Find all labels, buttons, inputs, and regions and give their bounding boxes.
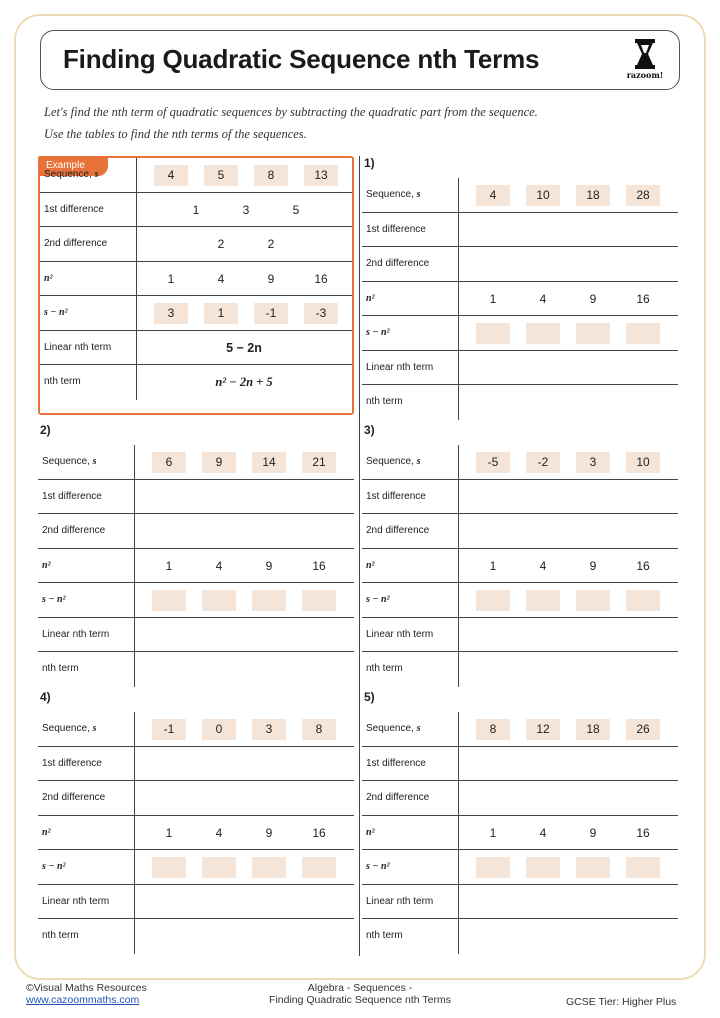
table-row: [38, 919, 354, 954]
table-row: [362, 316, 678, 351]
answer-box[interactable]: [576, 857, 610, 878]
table-row: [40, 158, 352, 193]
row-label-s-minus-n2: s − n²: [366, 861, 390, 872]
n-squared-value: 9: [589, 291, 597, 306]
question-number: 5): [364, 690, 375, 704]
answer-box[interactable]: [302, 590, 336, 611]
second-difference: 2: [217, 237, 225, 251]
sequence-term: 0: [202, 719, 236, 740]
instructions: [44, 101, 684, 145]
instruction-line-2: Use the tables to find the nth terms of the sequences.: [44, 127, 307, 141]
sequence-term: 8: [254, 165, 288, 186]
n-squared-value: 9: [589, 558, 597, 573]
table-row: [38, 514, 354, 549]
table-row: [38, 618, 354, 653]
sequence-term: -5: [476, 452, 510, 473]
sequence-term: 10: [626, 452, 660, 473]
n-squared-value: 16: [636, 291, 650, 306]
sequence-term: 5: [204, 165, 238, 186]
row-label-second-diff: 2nd difference: [366, 792, 430, 803]
row-label-second-diff: 2nd difference: [42, 525, 106, 536]
answer-box[interactable]: [576, 590, 610, 611]
question-number: 1): [364, 156, 375, 170]
table-row: [362, 480, 678, 515]
s-minus-n2-value: 3: [154, 303, 188, 324]
n-squared-value: 9: [265, 825, 273, 840]
table-row: [362, 816, 678, 851]
sequence-term: 8: [302, 719, 336, 740]
table-row: [362, 514, 678, 549]
table-row: [38, 885, 354, 920]
table-row: [38, 747, 354, 782]
sequence-term: 12: [526, 719, 560, 740]
answer-box[interactable]: [252, 590, 286, 611]
row-label-s-minus-n2: s − n²: [366, 594, 390, 605]
row-label-n-squared: n²: [42, 826, 51, 838]
row-label-linear: Linear nth term: [366, 361, 434, 373]
row-label-sequence: Sequence, s: [366, 189, 421, 200]
n-squared-value: 16: [312, 558, 326, 573]
sequence-term: 21: [302, 452, 336, 473]
table-row: [38, 850, 354, 885]
sequence-term: 18: [576, 719, 610, 740]
sequence-term: 9: [202, 452, 236, 473]
row-label-linear: Linear nth term: [42, 628, 110, 640]
sequence-term: 13: [304, 165, 338, 186]
table-row: [38, 549, 354, 584]
row-label-second-diff: 2nd difference: [366, 258, 430, 269]
answer-box[interactable]: [152, 590, 186, 611]
table-row: [362, 885, 678, 920]
answer-box[interactable]: [152, 857, 186, 878]
question-number: 4): [40, 690, 51, 704]
sequence-term: 4: [154, 165, 188, 186]
row-label-sequence: Sequence, s: [366, 456, 421, 467]
instruction-line-1: Let's find the nth term of quadratic sequences by subtracting the quadratic part from the sequence.: [44, 105, 538, 119]
answer-box[interactable]: [626, 857, 660, 878]
footer-left: [26, 982, 147, 1006]
table-row: [362, 781, 678, 816]
table-row: [362, 652, 678, 687]
answer-box[interactable]: [626, 590, 660, 611]
table-row: [362, 919, 678, 954]
table-row: [362, 213, 678, 248]
row-label-nth: nth term: [42, 663, 79, 674]
question-panel: [362, 423, 678, 687]
second-difference: 2: [267, 237, 275, 251]
n-squared-value: 4: [215, 825, 223, 840]
n-squared-value: 9: [589, 825, 597, 840]
example-panel: [38, 156, 354, 415]
n-squared-value: 9: [265, 558, 273, 573]
table-row: [362, 549, 678, 584]
row-label-sequence: Sequence, s: [42, 456, 97, 467]
row-label-nth: nth term: [366, 396, 403, 407]
question-panel: [38, 690, 354, 954]
sequence-term: 10: [526, 185, 560, 206]
table-row: [38, 781, 354, 816]
row-label-sequence: Sequence, s: [44, 169, 99, 180]
sequence-term: -1: [152, 719, 186, 740]
n-squared-value: 1: [489, 291, 497, 306]
row-label-linear: Linear nth term: [366, 628, 434, 640]
row-label-nth: nth term: [42, 930, 79, 941]
table-row: [40, 296, 352, 331]
row-label-first-diff: 1st difference: [42, 757, 102, 769]
row-label-s-minus-n2: s − n²: [44, 307, 68, 318]
answer-box[interactable]: [476, 590, 510, 611]
answer-box[interactable]: [252, 857, 286, 878]
answer-box[interactable]: [526, 857, 560, 878]
n-squared-value: 4: [217, 271, 225, 286]
question-panel: [362, 156, 678, 420]
footer-center: [240, 982, 480, 1006]
answer-box[interactable]: [576, 323, 610, 344]
table-row: [40, 227, 352, 262]
sequence-term: 14: [252, 452, 286, 473]
table-row: [38, 712, 354, 747]
row-label-linear: Linear nth term: [366, 895, 434, 907]
first-difference: 1: [192, 202, 200, 217]
first-difference: 5: [292, 202, 300, 217]
row-label-first-diff: 1st difference: [42, 490, 102, 502]
footer-topic-1: Algebra - Sequences -: [307, 982, 413, 994]
hourglass-logo-icon: [623, 39, 667, 83]
sequence-term: 26: [626, 719, 660, 740]
row-label-first-diff: 1st difference: [366, 490, 426, 502]
sequence-term: 3: [576, 452, 610, 473]
first-difference: 3: [242, 202, 250, 217]
sequence-term: 6: [152, 452, 186, 473]
table-row: [38, 445, 354, 480]
answer-box[interactable]: [526, 590, 560, 611]
row-label-first-diff: 1st difference: [366, 223, 426, 235]
row-label-n-squared: n²: [44, 272, 53, 284]
row-label-second-diff: 2nd difference: [44, 238, 108, 249]
row-label-nth: nth term: [366, 930, 403, 941]
answer-box[interactable]: [476, 323, 510, 344]
answer-box[interactable]: [302, 857, 336, 878]
n-squared-value: 16: [312, 825, 326, 840]
row-label-sequence: Sequence, s: [42, 723, 97, 734]
linear-nth-term: 5 − 2n: [226, 340, 262, 355]
sequence-term: 28: [626, 185, 660, 206]
nth-term: n² − 2n + 5: [215, 375, 273, 389]
table-row: [362, 445, 678, 480]
s-minus-n2-value: -1: [254, 303, 288, 324]
title-box: [40, 30, 680, 90]
footer-tier: GCSE Tier: Higher Plus: [566, 996, 677, 1008]
row-label-first-diff: 1st difference: [366, 757, 426, 769]
question-number: 3): [364, 423, 375, 437]
center-divider: [359, 156, 360, 956]
row-label-first-diff: 1st difference: [44, 203, 104, 215]
row-label-linear: Linear nth term: [44, 341, 112, 353]
n-squared-value: 1: [165, 825, 173, 840]
n-squared-value: 4: [539, 558, 547, 573]
s-minus-n2-value: -3: [304, 303, 338, 324]
footer-topic-2: Finding Quadratic Sequence nth Terms: [269, 994, 451, 1006]
table-row: [40, 365, 352, 400]
row-label-s-minus-n2: s − n²: [366, 327, 390, 338]
row-label-n-squared: n²: [366, 559, 375, 571]
table-row: [362, 850, 678, 885]
row-label-n-squared: n²: [366, 826, 375, 838]
row-label-s-minus-n2: s − n²: [42, 594, 66, 605]
row-label-n-squared: n²: [42, 559, 51, 571]
table-row: [362, 747, 678, 782]
row-label-nth: nth term: [366, 663, 403, 674]
s-minus-n2-value: 1: [204, 303, 238, 324]
row-label-second-diff: 2nd difference: [42, 792, 106, 803]
table-row: [40, 262, 352, 297]
n-squared-value: 16: [636, 825, 650, 840]
table-row: [40, 331, 352, 366]
table-row: [362, 247, 678, 282]
table-row: [38, 816, 354, 851]
table-row: [362, 178, 678, 213]
answer-box[interactable]: [526, 323, 560, 344]
row-label-nth: nth term: [44, 376, 81, 387]
sequence-term: -2: [526, 452, 560, 473]
table-row: [38, 480, 354, 515]
n-squared-value: 4: [539, 825, 547, 840]
sequence-term: 4: [476, 185, 510, 206]
table-row: [38, 583, 354, 618]
table-row: [362, 712, 678, 747]
answer-box[interactable]: [626, 323, 660, 344]
question-panel: [38, 423, 354, 687]
sequence-term: 3: [252, 719, 286, 740]
question-panel: [362, 690, 678, 954]
row-label-sequence: Sequence, s: [366, 723, 421, 734]
answer-box[interactable]: [202, 590, 236, 611]
n-squared-value: 4: [215, 558, 223, 573]
sequence-term: 18: [576, 185, 610, 206]
table-row: [38, 652, 354, 687]
copyright: ©Visual Maths Resources: [26, 982, 147, 994]
n-squared-value: 4: [539, 291, 547, 306]
table-row: [362, 385, 678, 420]
n-squared-value: 1: [165, 558, 173, 573]
n-squared-value: 1: [489, 825, 497, 840]
table-row: [40, 193, 352, 228]
answer-box[interactable]: [476, 857, 510, 878]
page-title: Finding Quadratic Sequence nth Terms: [63, 44, 540, 74]
website-link[interactable]: www.cazoommaths.com: [26, 994, 140, 1006]
table-row: [362, 618, 678, 653]
row-label-s-minus-n2: s − n²: [42, 861, 66, 872]
n-squared-value: 9: [267, 271, 275, 286]
table-row: [362, 351, 678, 386]
table-row: [362, 583, 678, 618]
answer-box[interactable]: [202, 857, 236, 878]
question-number: 2): [40, 423, 51, 437]
row-label-n-squared: n²: [366, 292, 375, 304]
row-label-second-diff: 2nd difference: [366, 525, 430, 536]
row-label-linear: Linear nth term: [42, 895, 110, 907]
n-squared-value: 16: [636, 558, 650, 573]
example-tag: Example: [38, 156, 108, 176]
n-squared-value: 16: [314, 271, 328, 286]
sequence-term: 8: [476, 719, 510, 740]
n-squared-value: 1: [167, 271, 175, 286]
n-squared-value: 1: [489, 558, 497, 573]
logo-text: razoom!: [626, 70, 664, 80]
table-row: [362, 282, 678, 317]
